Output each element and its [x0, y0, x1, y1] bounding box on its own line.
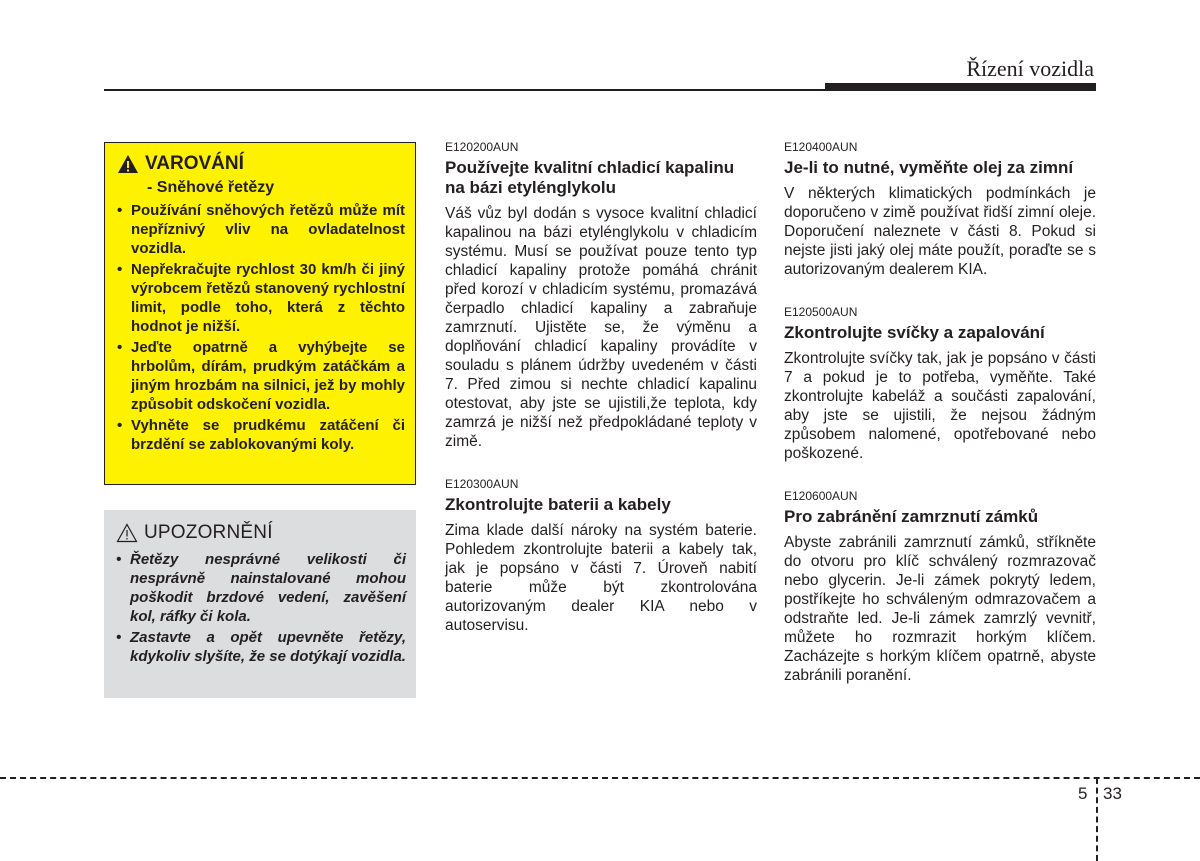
section-spark-plugs	[784, 305, 1096, 463]
section-code: E120600AUN	[784, 489, 858, 503]
warning-item: • Nepřekračujte rychlost 30 km/h či jiný výrobcem řetězů stanovený rychlostní limit, podle toho, která z těchto hodnot je nižší.	[117, 260, 405, 336]
footer-dashed-divider	[1096, 778, 1098, 861]
caution-box	[104, 510, 416, 698]
section-heading: Pro zabránění zamrznutí zámků	[784, 507, 1039, 526]
chapter-number: 5	[1078, 784, 1088, 803]
section-heading: Je-li to nutné, vyměňte olej za zimní	[784, 158, 1074, 177]
caution-triangle-icon	[116, 523, 138, 543]
section-code: E120500AUN	[784, 305, 858, 319]
section-heading: Zkontrolujte baterii a kabely	[445, 495, 671, 514]
caution-item: • Zastavte a opět upevněte řetězy, kdykoliv slyšíte, že se dotýkají vozidla.	[116, 628, 406, 666]
section-locks	[784, 489, 1096, 685]
footer-dashed-rule	[0, 777, 1200, 779]
caution-list	[116, 550, 406, 666]
caution-item: • Řetězy nesprávné velikosti či nesprávně nainstalované mohou poškodit brzdové vedení, zavěšení kol, ráfky či kola.	[116, 550, 406, 626]
section-code: E120200AUN	[445, 140, 519, 154]
section-body: Váš vůz byl dodán s vysoce kvalitní chladicí kapalinou na bázi etylénglykolu v chladicím systému. Musí se používat pouze tento typ chladicí kapaliny protože pomáhá chránit před korozí v chladicím systému, promazává čerpadlo chladicí kapaliny a zabraňuje zamrznutí. Ujistěte se, že výměnu a doplňování chladicí kapaliny provádíte v souladu s plánem údržby uvedeném v části 7. Před zimou si nechte chladicí kapalinu otestovat, aby jste se ujistili,že teplota, kdy zamrzá je nižší než předpokládané teploty v zimě.	[445, 205, 757, 450]
page-header-title: Řízení vozidla	[966, 56, 1094, 81]
section-code: E120300AUN	[445, 477, 519, 491]
warning-triangle-icon	[117, 154, 139, 174]
section-body: Abyste zabránili zamrznutí zámků, stříkněte do otvoru pro klíč schválený rozmrazovač nebo glycerin. Je-li zámek pokrytý ledem, postříkejte ho schváleným odmrazovačem a odstraňte led. Je-li zámek zamrzlý vevnitř, můžete ho rozmrazit horkým klíčem. Zacházejte s horkým klíčem opatrně, abyste zabránili poranění.	[784, 534, 1096, 684]
column-middle	[445, 140, 757, 661]
warning-list	[117, 201, 405, 454]
warning-title: VAROVÁNÍ	[145, 153, 244, 174]
section-body: Zima klade další nároky na systém baterie. Pohledem zkontrolujte baterii a kabely tak, jak je popsáno v části 7. Úroveň nabití baterie může být zkontrolována autorizovaným dealer KIA nebo v autoservisu.	[445, 522, 757, 634]
caution-title: UPOZORNĚNÍ	[144, 522, 273, 543]
section-heading: Zkontrolujte svíčky a zapalování	[784, 323, 1045, 342]
section-code: E120400AUN	[784, 140, 858, 154]
warning-subtitle: - Sněhové řetězy	[147, 179, 275, 196]
warning-item: • Používání sněhových řetězů může mít nepříznivý vliv na ovladatelnost vozidla.	[117, 201, 405, 258]
section-oil	[784, 140, 1096, 279]
warning-item: • Jeďte opatrně a vyhýbejte se hrbolům, dírám, prudkým zatáčkám a jiným hrozbám na silnici, jež by mohly způsobit odskočení vozidla.	[117, 338, 405, 414]
section-battery	[445, 477, 757, 635]
column-right	[784, 140, 1096, 711]
header-rule-thick	[825, 83, 1096, 90]
warning-box	[104, 142, 416, 485]
section-body: Zkontrolujte svíčky tak, jak je popsáno v části 7 a pokud je to potřeba, vyměňte. Také zkontrolujte kabeláž a součásti zapalování, aby jste se ujistili, že nejsou žádným způsobem nalomené, opotřebované nebo poškozené.	[784, 350, 1096, 462]
section-heading: Používejte kvalitní chladicí kapalinu na bázi etylénglykolu	[445, 158, 735, 197]
section-coolant	[445, 140, 757, 451]
page-number: 33	[1103, 784, 1122, 803]
section-body: V některých klimatických podmínkách je doporučeno v zimě používat řidší zimní oleje. Doporučení naleznete v části 8. Pokud si nejste jisti jaký olej máte použít, poraďte se s autorizovaným dealerem KIA.	[784, 185, 1096, 278]
warning-item: • Vyhněte se prudkému zatáčení či brzdění se zablokovanými koly.	[117, 416, 405, 454]
